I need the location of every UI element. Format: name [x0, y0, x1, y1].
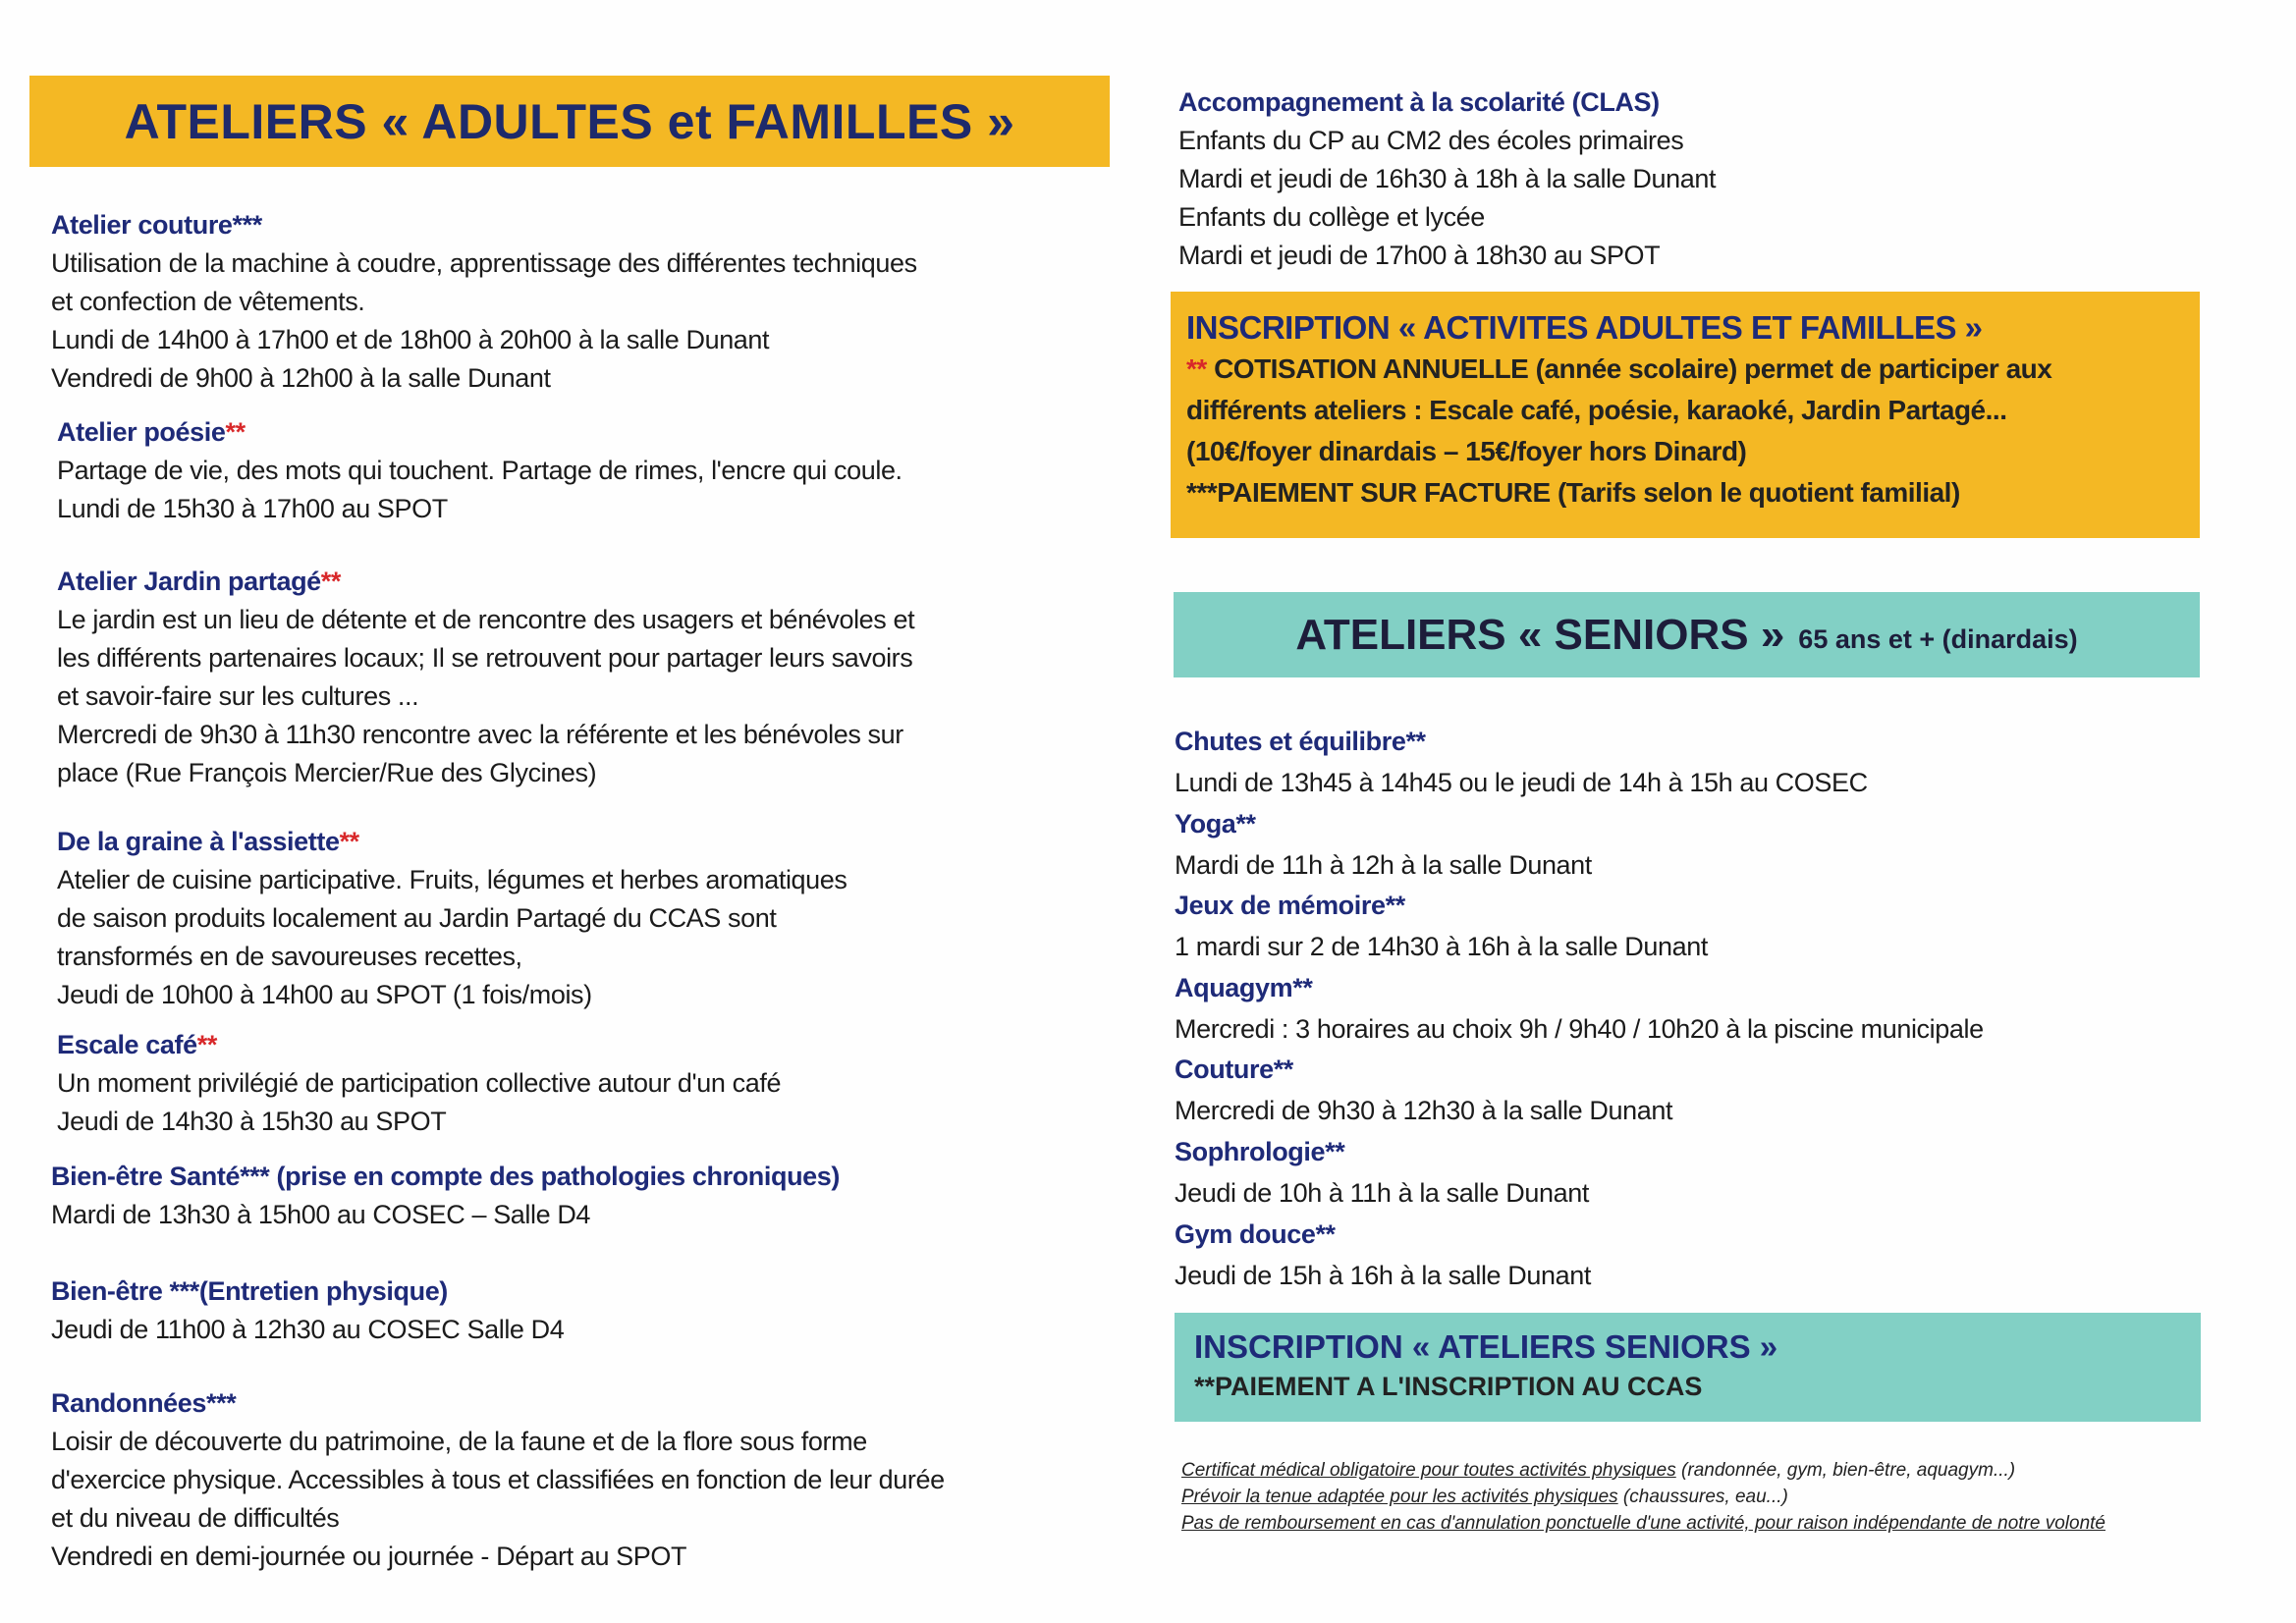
- atelier-line: Le jardin est un lieu de détente et de rencontre des usagers et bénévoles et: [57, 605, 915, 634]
- atelier-line: Jeudi de 11h00 à 12h30 au COSEC Salle D4: [51, 1315, 565, 1344]
- note-underlined: Pas de remboursement en cas d'annulation ponctuelle d'une activité, pour raison indépendante de notre volonté: [1181, 1513, 2106, 1534]
- atelier-title: [57, 563, 914, 601]
- atelier-line: transformés en de savoureuses recettes,: [57, 942, 522, 971]
- atelier-line: Mardi de 13h30 à 15h00 au COSEC – Salle D4: [51, 1200, 591, 1229]
- atelier-stars: **: [339, 827, 359, 856]
- note-underlined: Prévoir la tenue adaptée pour les activités physiques: [1181, 1487, 1618, 1507]
- senior-atelier: [1175, 1131, 1589, 1214]
- atelier-name: Atelier Jardin partagé: [57, 567, 321, 596]
- atelier-title-suffix: (prise en compte des pathologies chroniques): [269, 1162, 840, 1191]
- atelier-name: De la graine à l'assiette: [57, 827, 340, 856]
- senior-schedule: Jeudi de 15h à 16h à la salle Dunant: [1175, 1260, 1591, 1290]
- senior-stars: **: [1292, 972, 1313, 1002]
- atelier-name: Bien-être Santé: [51, 1162, 241, 1191]
- atelier-name: Randonnées: [51, 1388, 207, 1418]
- atelier-section: [51, 206, 917, 398]
- atelier-stars: ***: [232, 210, 262, 240]
- atelier-line: Partage de vie, des mots qui touchent. Partage de rimes, l'encre qui coule.: [57, 456, 902, 485]
- senior-title: [1175, 1049, 1672, 1090]
- atelier-title-suffix: (Entretien physique): [198, 1276, 448, 1306]
- atelier-title: [57, 1026, 781, 1064]
- senior-name: Chutes et équilibre: [1175, 727, 1406, 756]
- note-text: (randonnée, gym, bien-être, aquagym...): [1675, 1460, 2016, 1481]
- atelier-section: [57, 413, 902, 528]
- senior-title: [1175, 885, 1708, 926]
- atelier-name: Atelier poésie: [57, 417, 226, 447]
- atelier-line: place (Rue François Mercier/Rue des Glycines): [57, 758, 597, 787]
- senior-name: Couture: [1175, 1055, 1274, 1085]
- senior-schedule: Mercredi : 3 horaires au choix 9h / 9h40 / 10h20 à la piscine municipale: [1175, 1013, 1984, 1044]
- atelier-title: [57, 413, 902, 452]
- atelier-line: les différents partenaires locaux; Il se retrouvent pour partager leurs savoirs: [57, 643, 913, 673]
- senior-title: [1175, 803, 1592, 844]
- seniors-banner: [1174, 592, 2200, 677]
- inscription-seniors-sub: **PAIEMENT A L'INSCRIPTION AU CCAS: [1194, 1372, 1703, 1401]
- senior-atelier: [1175, 721, 1868, 803]
- note-underlined: Certificat médical obligatoire pour toutes activités physiques: [1181, 1460, 1676, 1481]
- footer-notes: [1181, 1457, 2105, 1537]
- atelier-line: Jeudi de 10h00 à 14h00 au SPOT (1 fois/mois): [57, 980, 592, 1009]
- seniors-title: ATELIERS « SENIORS »: [1295, 610, 1785, 659]
- note-text: (chaussures, eau...): [1617, 1487, 1788, 1507]
- atelier-line: et savoir-faire sur les cultures ...: [57, 681, 419, 711]
- atelier-line: Mercredi de 9h30 à 11h30 rencontre avec la référente et les bénévoles sur: [57, 720, 903, 749]
- atelier-name: Bien-être: [51, 1276, 170, 1306]
- atelier-line: Jeudi de 14h30 à 15h30 au SPOT: [57, 1107, 447, 1136]
- senior-schedule: 1 mardi sur 2 de 14h30 à 16h à la salle Dunant: [1175, 932, 1708, 962]
- senior-title: [1175, 1131, 1589, 1172]
- atelier-line: et du niveau de difficultés: [51, 1503, 340, 1533]
- clas-line: Enfants du collège et lycée: [1178, 202, 1485, 232]
- senior-title: [1175, 721, 1868, 762]
- clas-section: [1178, 83, 1716, 275]
- inscription-adults-title: INSCRIPTION « ACTIVITES ADULTES ET FAMILLES »: [1186, 309, 1983, 346]
- senior-schedule: Mardi de 11h à 12h à la salle Dunant: [1175, 849, 1592, 880]
- banner-title: ATELIERS « ADULTES et FAMILLES »: [124, 93, 1015, 149]
- atelier-line: Lundi de 14h00 à 17h00 et de 18h00 à 20h00 à la salle Dunant: [51, 325, 770, 354]
- stars: **: [1186, 353, 1207, 384]
- clas-line: Enfants du CP au CM2 des écoles primaires: [1178, 126, 1684, 155]
- atelier-line: Un moment privilégié de participation collective autour d'un café: [57, 1068, 782, 1098]
- atelier-title: [51, 206, 917, 244]
- senior-name: Sophrologie: [1175, 1137, 1326, 1166]
- atelier-name: Escale café: [57, 1030, 197, 1059]
- atelier-line: de saison produits localement au Jardin Partagé du CCAS sont: [57, 903, 777, 933]
- clas-line: Mardi et jeudi de 16h30 à 18h à la salle Dunant: [1178, 164, 1717, 193]
- adults-families-banner: [29, 76, 1110, 167]
- note-line: [1181, 1510, 2105, 1537]
- note-line: [1181, 1484, 2105, 1510]
- senior-atelier: [1175, 1049, 1672, 1131]
- atelier-title: [51, 1384, 945, 1423]
- clas-line: Mardi et jeudi de 17h00 à 18h30 au SPOT: [1178, 241, 1661, 270]
- senior-stars: **: [1315, 1218, 1336, 1249]
- senior-stars: **: [1235, 808, 1256, 839]
- senior-schedule: Jeudi de 10h à 11h à la salle Dunant: [1175, 1178, 1589, 1208]
- atelier-section: [51, 1272, 564, 1349]
- atelier-section: [57, 823, 847, 1014]
- atelier-line: d'exercice physique. Accessibles à tous et classifiées en fonction de leur durée: [51, 1465, 945, 1494]
- atelier-stars: **: [320, 567, 342, 596]
- atelier-section: [51, 1384, 945, 1576]
- senior-name: Yoga: [1175, 808, 1236, 839]
- inscription-adults-box: [1171, 292, 2200, 538]
- inscription-seniors-title: INSCRIPTION « ATELIERS SENIORS »: [1194, 1328, 1778, 1365]
- senior-name: Aquagym: [1175, 972, 1293, 1002]
- atelier-stars: **: [225, 417, 246, 447]
- senior-stars: **: [1325, 1137, 1345, 1166]
- prices-text: (10€/foyer dinardais – 15€/foyer hors Dinard): [1186, 436, 1747, 466]
- atelier-line: Loisir de découverte du patrimoine, de la faune et de la flore sous forme: [51, 1427, 867, 1456]
- senior-atelier: [1175, 803, 1592, 886]
- atelier-stars: ***: [169, 1276, 199, 1306]
- atelier-stars: **: [196, 1030, 217, 1059]
- clas-title: Accompagnement à la scolarité (CLAS): [1178, 87, 1660, 117]
- atelier-line: Utilisation de la machine à coudre, apprentissage des différentes techniques: [51, 248, 917, 278]
- senior-schedule: Mercredi de 9h30 à 12h30 à la salle Dunant: [1175, 1096, 1673, 1126]
- atelier-line: Vendredi en demi-journée ou journée - Départ au SPOT: [51, 1542, 687, 1571]
- inscription-seniors-box: [1175, 1313, 2201, 1422]
- atelier-title: [57, 823, 847, 861]
- atelier-section: [51, 1158, 840, 1234]
- atelier-line: Vendredi de 9h00 à 12h00 à la salle Dunant: [51, 363, 551, 393]
- senior-name: Gym douce: [1175, 1218, 1316, 1249]
- atelier-section: [57, 563, 914, 792]
- seniors-subtitle: 65 ans et + (dinardais): [1798, 624, 2078, 654]
- atelier-title: [51, 1158, 840, 1196]
- senior-title: [1175, 1214, 1591, 1255]
- atelier-line: et confection de vêtements.: [51, 287, 365, 316]
- senior-stars: **: [1385, 891, 1405, 921]
- senior-title: [1175, 967, 1984, 1008]
- atelier-line: Atelier de cuisine participative. Fruits, légumes et herbes aromatiques: [57, 865, 847, 894]
- senior-schedule: Lundi de 13h45 à 14h45 ou le jeudi de 14h à 15h au COSEC: [1175, 768, 1868, 797]
- atelier-name: Atelier couture: [51, 210, 233, 240]
- atelier-line: Lundi de 15h30 à 17h00 au SPOT: [57, 494, 448, 523]
- atelier-title: [51, 1272, 564, 1311]
- atelier-section: [57, 1026, 781, 1141]
- senior-atelier: [1175, 885, 1708, 967]
- cotisation-text: COTISATION ANNUELLE (année scolaire) permet de participer aux: [1206, 353, 2052, 384]
- note-line: [1181, 1457, 2105, 1484]
- senior-atelier: [1175, 1214, 1591, 1296]
- atelier-stars: ***: [206, 1388, 237, 1418]
- payment-text: ***PAIEMENT SUR FACTURE (Tarifs selon le quotient familial): [1186, 477, 1960, 508]
- senior-atelier: [1175, 967, 1984, 1050]
- senior-stars: **: [1405, 727, 1426, 756]
- ateliers-text: différents ateliers : Escale café, poésie, karaoké, Jardin Partagé...: [1186, 395, 2007, 425]
- senior-name: Jeux de mémoire: [1175, 891, 1386, 921]
- senior-stars: **: [1273, 1055, 1293, 1085]
- atelier-stars: ***: [240, 1162, 270, 1191]
